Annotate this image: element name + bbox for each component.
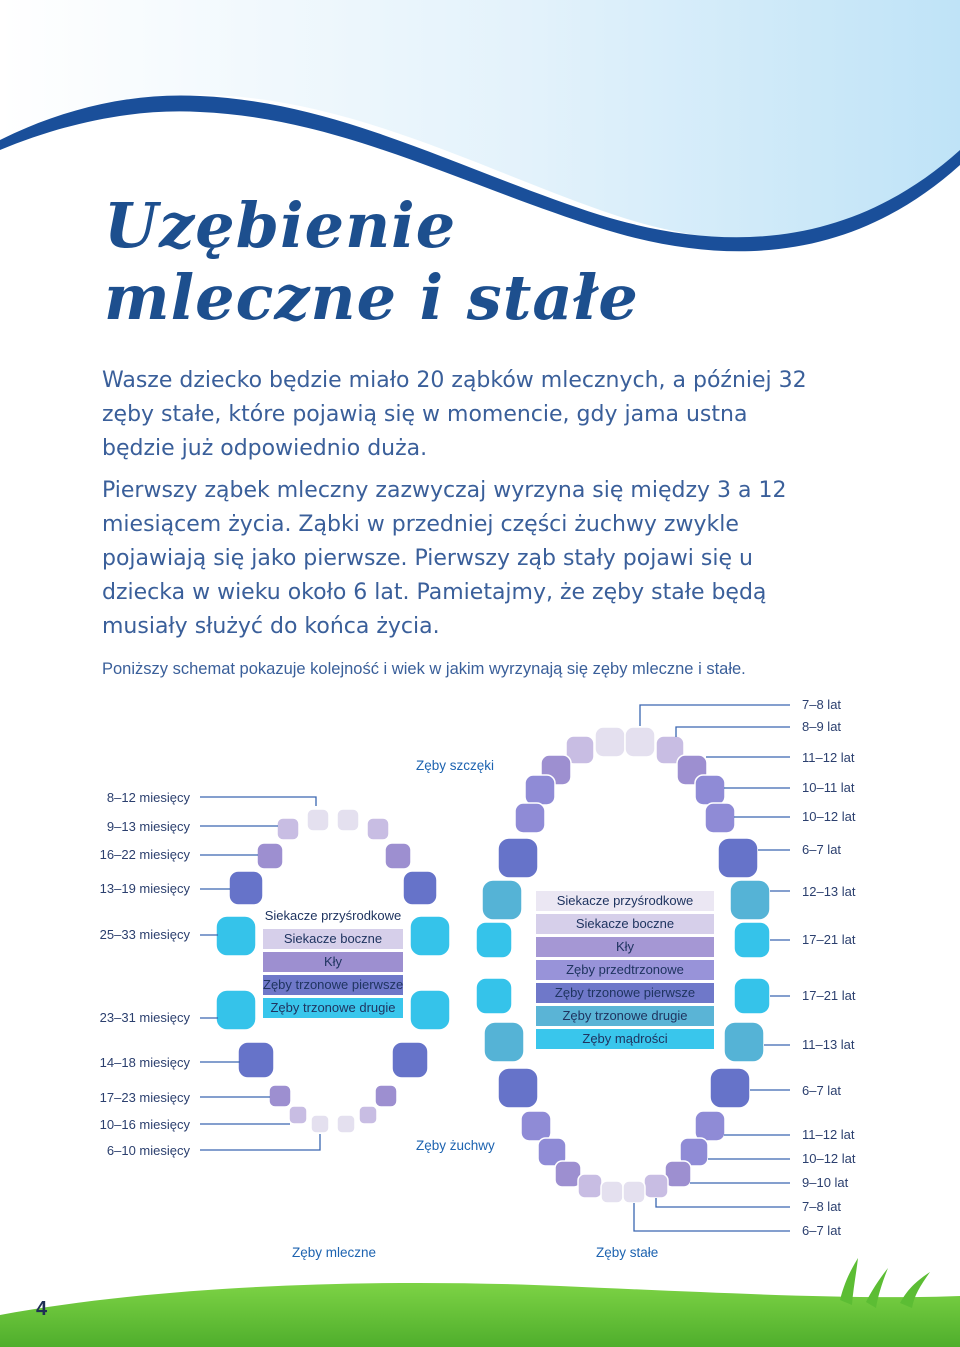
milk-tooth-icon (289, 1106, 307, 1124)
milk-leader-line (200, 797, 316, 806)
milk-tooth-icon (367, 818, 389, 840)
milk-tooth-icon (392, 1042, 428, 1078)
milk-age-label: 13–19 miesięcy (99, 881, 190, 896)
permanent-tooth-icon (730, 880, 770, 920)
milk-tooth-icon (403, 871, 437, 905)
permanent-tooth-icon (710, 1068, 750, 1108)
permanent-tooth-icon (498, 838, 538, 878)
permanent-age-label: 7–8 lat (802, 697, 842, 712)
legend-first-molars: Zęby trzonowe pierwsze (263, 975, 403, 995)
milk-tooth-icon (229, 871, 263, 905)
legend-first-molars: Zęby trzonowe pierwsze (536, 983, 714, 1003)
milk-tooth-icon (311, 1115, 329, 1133)
permanent-age-label: 17–21 lat (802, 932, 856, 947)
permanent-tooth-icon (555, 1161, 581, 1187)
milk-age-label: 10–16 miesięcy (99, 1117, 190, 1132)
permanent-tooth-icon (644, 1174, 668, 1198)
diagram-caption: Poniższy schemat pokazuje kolejność i wiek w jakim wyrzynają się zęby mleczne i stałe. (102, 660, 746, 678)
permanent-age-label: 6–7 lat (802, 842, 842, 857)
permanent-tooth-icon (734, 922, 770, 958)
permanent-tooth-icon (724, 1022, 764, 1062)
milk-tooth-icon (257, 843, 283, 869)
milk-age-label: 17–23 miesięcy (99, 1090, 190, 1105)
maxilla-label: Zęby szczęki (416, 758, 495, 773)
milk-tooth-icon (307, 809, 329, 831)
permanent-tooth-icon (498, 1068, 538, 1108)
permanent-teeth-legend (536, 891, 714, 1049)
milk-tooth-icon (410, 990, 450, 1030)
milk-tooth-icon (238, 1042, 274, 1078)
milk-age-label: 16–22 miesięcy (99, 847, 190, 862)
permanent-teeth-label: Zęby stałe (596, 1245, 659, 1260)
permanent-tooth-icon (601, 1181, 623, 1203)
title-line-2: mleczne i stałe (104, 261, 639, 334)
mandible-label: Zęby żuchwy (416, 1138, 495, 1153)
milk-leader-line (200, 1134, 320, 1150)
permanent-tooth-icon (718, 838, 758, 878)
permanent-tooth-icon (525, 775, 555, 805)
milk-tooth-icon (277, 818, 299, 840)
permanent-tooth-icon (705, 803, 735, 833)
milk-tooth-icon (359, 1106, 377, 1124)
legend-lateral-incisors: Siekacze boczne (263, 929, 403, 949)
permanent-tooth-icon (734, 978, 770, 1014)
intro-paragraph-2: Pierwszy ząbek mleczny zazwyczaj wyrzyna się między 3 a 12 miesiącem życia. Ząbki w przedniej części żuchwy zwykle pojawiają się jako pierwsze. Pierwszy ząb stały pojawi się u dziecka w wieku około 6 lat. Pamietajmy, że zęby stałe będą musiały służyć do końca życia. (102, 478, 787, 639)
permanent-age-label: 7–8 lat (802, 1199, 842, 1214)
milk-age-label: 23–31 miesięcy (99, 1010, 190, 1025)
permanent-tooth-icon (476, 978, 512, 1014)
milk-age-label: 6–10 miesięcy (106, 1143, 190, 1158)
permanent-age-label: 8–9 lat (802, 719, 842, 734)
milk-tooth-icon (337, 809, 359, 831)
legend-second-molars: Zęby trzonowe drugie (536, 1006, 714, 1026)
permanent-age-label: 6–7 lat (802, 1223, 842, 1238)
permanent-tooth-icon (476, 922, 512, 958)
title-line-1: Uzębienie (104, 189, 457, 262)
milk-teeth-legend (263, 906, 403, 1018)
permanent-tooth-icon (484, 1022, 524, 1062)
permanent-tooth-icon (623, 1181, 645, 1203)
permanent-age-label: 11–13 lat (802, 1037, 855, 1052)
permanent-tooth-icon (482, 880, 522, 920)
intro-paragraph-1: Wasze dziecko będzie miało 20 ząbków mlecznych, a później 32 zęby stałe, które pojawią się w momencie, gdy jama ustna będzie już odpowiednio duża. (102, 368, 807, 461)
legend-second-molars: Zęby trzonowe drugie (263, 998, 403, 1018)
milk-teeth-label: Zęby mleczne (292, 1245, 377, 1260)
permanent-tooth-icon (578, 1174, 602, 1198)
milk-tooth-icon (410, 916, 450, 956)
permanent-tooth-icon (695, 775, 725, 805)
permanent-age-label: 6–7 lat (802, 1083, 842, 1098)
permanent-age-label: 11–12 lat (802, 750, 855, 765)
permanent-age-label: 11–12 lat (802, 1127, 855, 1142)
milk-tooth-icon (216, 990, 256, 1030)
milk-tooth-icon (385, 843, 411, 869)
permanent-leader-line (640, 705, 790, 726)
permanent-tooth-icon (521, 1111, 551, 1141)
permanent-age-label: 12–13 lat (802, 884, 856, 899)
legend-lateral-incisors: Siekacze boczne (536, 914, 714, 934)
page-number: 4 (36, 1298, 48, 1320)
legend-central-incisors: Siekacze przyśrodkowe (536, 891, 714, 911)
permanent-tooth-icon (515, 803, 545, 833)
milk-tooth-icon (375, 1085, 397, 1107)
legend-premolars: Zęby przedtrzonowe (536, 960, 714, 980)
permanent-age-label: 10–12 lat (802, 809, 856, 824)
permanent-tooth-icon (695, 1111, 725, 1141)
permanent-age-label: 10–12 lat (802, 1151, 856, 1166)
permanent-tooth-icon (595, 727, 625, 757)
milk-tooth-icon (337, 1115, 355, 1133)
milk-tooth-icon (269, 1085, 291, 1107)
milk-age-label: 9–13 miesięcy (106, 819, 190, 834)
legend-canines: Kły (263, 952, 403, 972)
permanent-leader-line (656, 1198, 790, 1207)
milk-age-label: 8–12 miesięcy (106, 790, 190, 805)
legend-central-incisors: Siekacze przyśrodkowe (263, 906, 403, 926)
permanent-age-label: 9–10 lat (802, 1175, 849, 1190)
permanent-tooth-icon (625, 727, 655, 757)
permanent-tooth-icon (665, 1161, 691, 1187)
milk-age-label: 25–33 miesięcy (99, 927, 190, 942)
legend-canines: Kły (536, 937, 714, 957)
milk-age-label: 14–18 miesięcy (99, 1055, 190, 1070)
permanent-age-label: 17–21 lat (802, 988, 856, 1003)
legend-wisdom-teeth: Zęby mądrości (536, 1029, 714, 1049)
permanent-leader-line (676, 727, 790, 737)
milk-tooth-icon (216, 916, 256, 956)
permanent-age-label: 10–11 lat (802, 780, 855, 795)
